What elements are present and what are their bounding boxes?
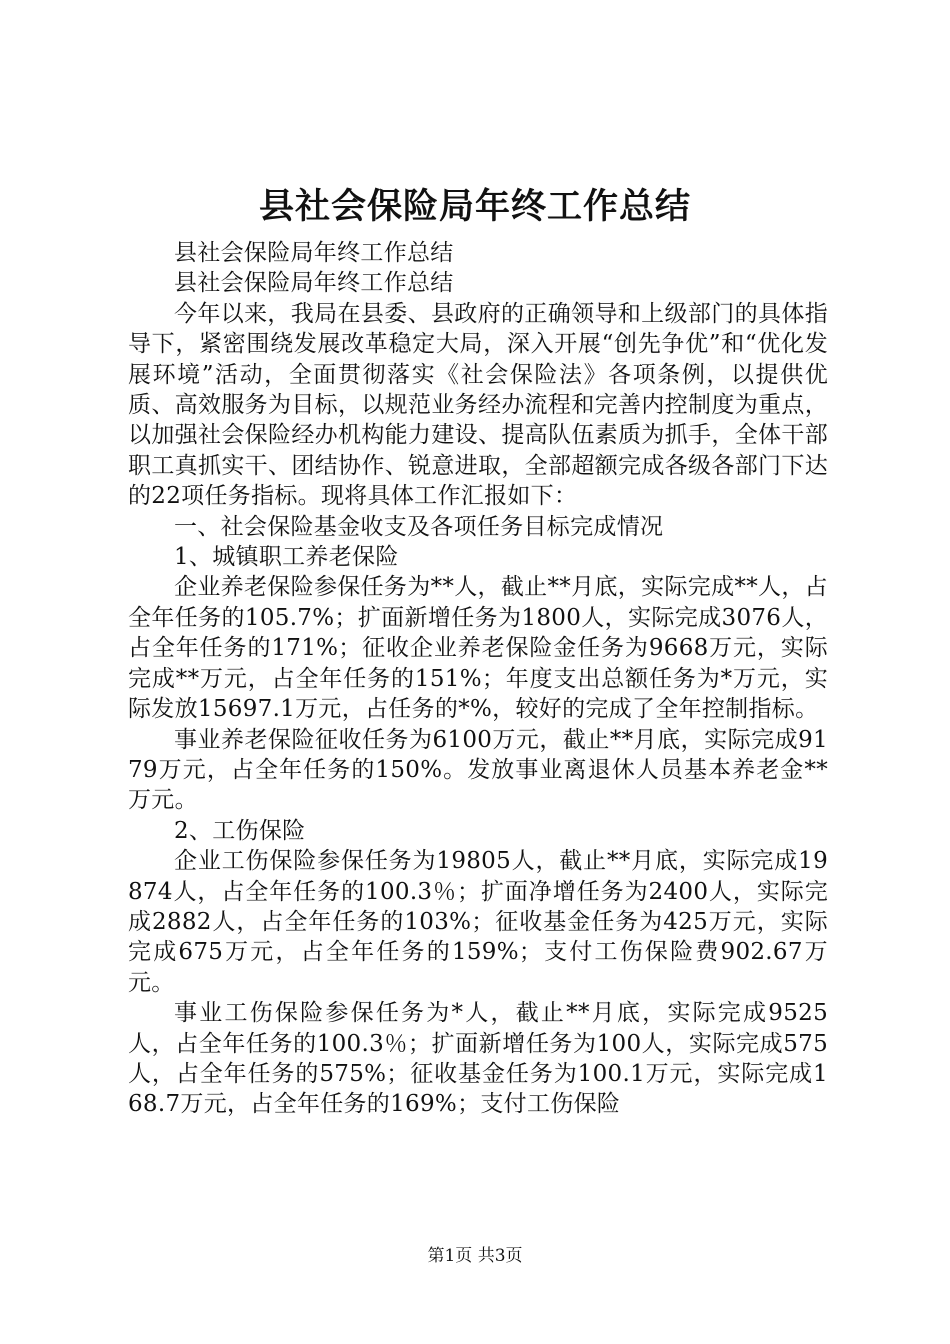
paragraph-institution-injury: 事业工伤保险参保任务为*人，截止**月底，实际完成9525人，占全年任务的100.3％；扩面新增任务为100人，实际完成575人，占全年任务的575%；征收基金任务为100.1万元，实际完成168.7万元，占全年任务的169%；支付工伤保险 (128, 1000, 828, 1118)
paragraph-enterprise-injury: 企业工伤保险参保任务为19805人，截止**月底，实际完成19874人，占全年任务的100.3％；扩面净增任务为2400人，实际完成2882人，占全年任务的103%；征收基金任务为425万元，实际完成675万元，占全年任务的159%；支付工伤保险费902.67万元。 (128, 848, 828, 996)
document-body (128, 238, 828, 1120)
paragraph-enterprise-pension: 企业养老保险参保任务为**人，截止**月底，实际完成**人，占全年任务的105.7%；扩面新增任务为1800人，实际完成3076人，占全年任务的171%；征收企业养老保险金任务为9668万元，实际完成**万元，占全年任务的151%；年度支出总额任务为*万元，实际发放15697.1万元，占任务的*%，较好的完成了全年控制指标。 (128, 574, 828, 723)
paragraph-intro: 今年以来，我局在县委、县政府的正确领导和上级部门的具体指导下，紧密围绕发展改革稳定大局，深入开展“创先争优”和“优化发展环境”活动，全面贯彻落实《社会保险法》各项条例，以提供优质、高效服务为目标，以规范业务经办流程和完善内控制度为重点，以加强社会保险经办机构能力建设、提高队伍素质为抓手，全体干部职工真抓实干、团结协作、锐意进取，全部超额完成各级各部门下达的22项任务指标。现将具体工作汇报如下： (128, 300, 828, 510)
paragraph-subtitle-2: 县社会保险局年终工作总结 (174, 270, 454, 297)
subsection-heading-injury: 2、工伤保险 (174, 817, 306, 844)
paragraph-subtitle-1: 县社会保险局年终工作总结 (174, 240, 454, 266)
subsection-heading-pension: 1、城镇职工养老保险 (174, 544, 399, 571)
page-footer: 第1页 共3页 (427, 1246, 523, 1266)
section-heading-1: 一、社会保险基金收支及各项任务目标完成情况 (174, 513, 664, 540)
document-title: 县社会保险局年终工作总结 (258, 186, 691, 227)
paragraph-institution-pension: 事业养老保险征收任务为6100万元，截止**月底，实际完成9179万元，占全年任务的150%。发放事业离退休人员基本养老金**万元。 (128, 726, 828, 814)
